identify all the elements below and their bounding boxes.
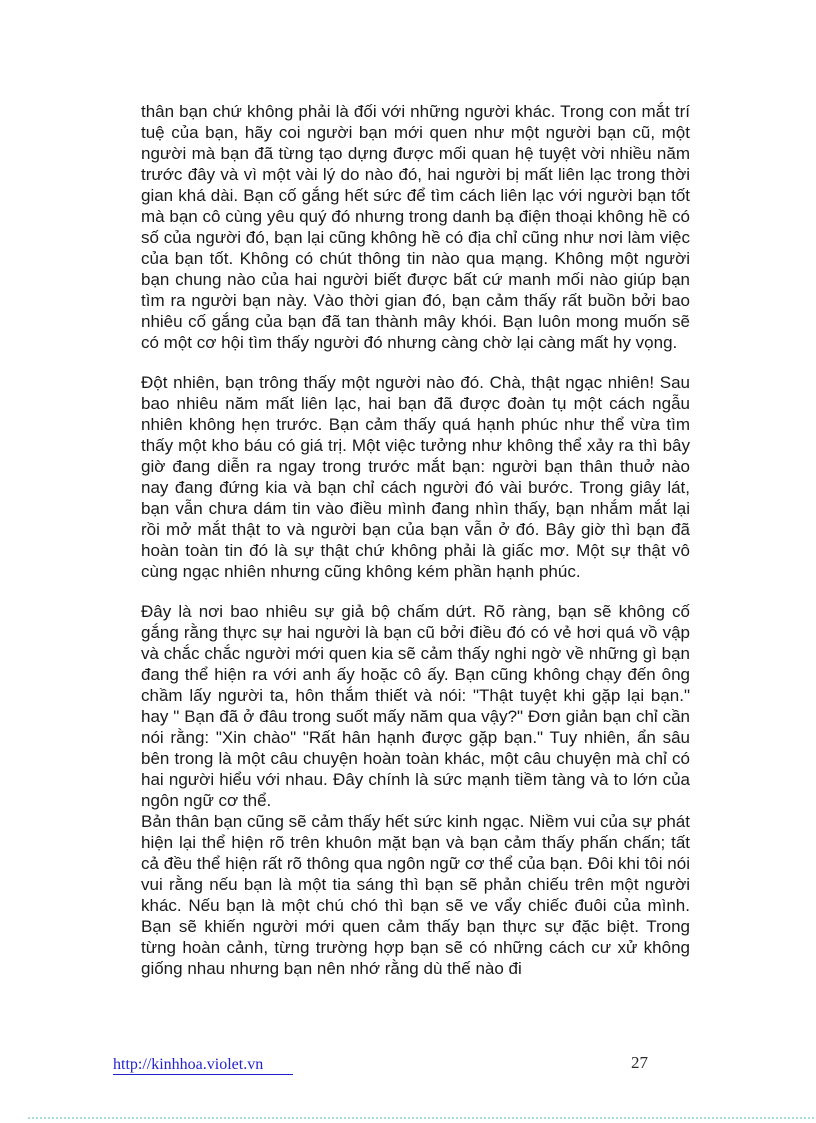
page-number: 27 — [631, 1053, 648, 1072]
paragraph-4: Bản thân bạn cũng sẽ cảm thấy hết sức kinh ngạc. Niềm vui của sự phát hiện lại thể hiện rõ trên khuôn mặt bạn và bạn cảm thấy phấn chấn; tất cả đều thể hiện rất rõ thông qua ngôn ngữ cơ thể của bạn. Đôi khi tôi nói vui rằng nếu bạn là một tia sáng thì bạn sẽ phản chiếu trên một người khác. Nếu bạn là một chú chó thì bạn sẽ ve vẩy chiếc đuôi của mình. Bạn sẽ khiến người mới quen cảm thấy bạn thực sự đặc biệt. Trong từng hoàn cảnh, từng trường hợp bạn sẽ có những cách cư xử không giống nhau nhưng bạn nên nhớ rằng dù thế nào đi — [141, 812, 690, 978]
paragraph-2: Đột nhiên, bạn trông thấy một người nào đó. Chà, thật ngạc nhiên! Sau bao nhiêu năm mất liên lạc, hai bạn đã được đoàn tụ một cách ngẫu nhiên không hẹn trước. Bạn cảm thấy quá hạnh phúc như thể vừa tìm thấy một kho báu có giá trị. Một việc tưởng như không thể xảy ra thì bây giờ đang diễn ra ngay trong trước mắt bạn: người bạn thân thuở nào nay đang đứng kia và bạn chỉ cách người đó vài bước. Trong giây lát, bạn vẫn chưa dám tin vào điều mình đang nhìn thấy, bạn nhắm mắt lại rồi mở mắt thật to và người bạn của bạn vẫn ở đó. Bây giờ thì bạn đã hoàn toàn tin đó là sự thật chứ không phải là giấc mơ. Một sự thật vô cùng ngạc nhiên nhưng cũng không kém phần hạnh phúc. — [141, 373, 690, 581]
footer-link[interactable]: http://kinhhoa.violet.vn — [113, 1056, 293, 1075]
paragraph-3: Đây là nơi bao nhiêu sự giả bộ chấm dứt. Rõ ràng, bạn sẽ không cố gắng rằng thực sự hai người là bạn cũ bởi điều đó có vẻ hơi quá vồ vập và chắc chắc người mới quen kia sẽ cảm thấy nghi ngờ về những gì bạn đang thể hiện ra với anh ấy hoặc cô ấy. Bạn cũng không chạy đến ông chầm lấy người ta, hôn thắm thiết và nói: "Thật tuyệt khi gặp lại bạn." hay " Bạn đã ở đâu trong suốt mấy năm qua vậy?" Đơn giản bạn chỉ cần nói rằng: "Xin chào" "Rất hân hạnh được gặp bạn." Tuy nhiên, ẩn sâu bên trong là một câu chuyện hoàn toàn khác, một câu chuyện mà chỉ có hai người hiểu với nhau. Đây chính là sức mạnh tiềm tàng và to lớn của ngôn ngữ cơ thể. — [141, 602, 690, 810]
bottom-dotted-divider — [28, 1117, 814, 1119]
page-body — [141, 101, 690, 979]
paragraph-1: thân bạn chứ không phải là đối với những người khác. Trong con mắt trí tuệ của bạn, hãy coi người bạn mới quen như một người bạn cũ, một người mà bạn đã từng tạo dựng được mối quan hệ tuyệt vời nhiều năm trước đây và vì một vài lý do nào đó, hai người bị mất liên lạc trong thời gian khá dài. Bạn cố gắng hết sức để tìm cách liên lạc với người bạn tốt mà bạn cô cùng yêu quý đó nhưng trong danh bạ điện thoại không hề có số của người đó, bạn lại cũng không hề có địa chỉ cũng như nơi làm việc của bạn tốt. Không có chút thông tin nào qua mạng. Không một người bạn chung nào của hai người biết được bất cứ manh mối nào giúp bạn tìm ra người bạn này. Vào thời gian đó, bạn cảm thấy rất buồn bởi bao nhiêu cố gắng của bạn đã tan thành mây khói. Bạn luôn mong muốn sẽ có một cơ hội tìm thấy người đó nhưng càng chờ lại càng mất hy vọng. — [141, 102, 690, 352]
